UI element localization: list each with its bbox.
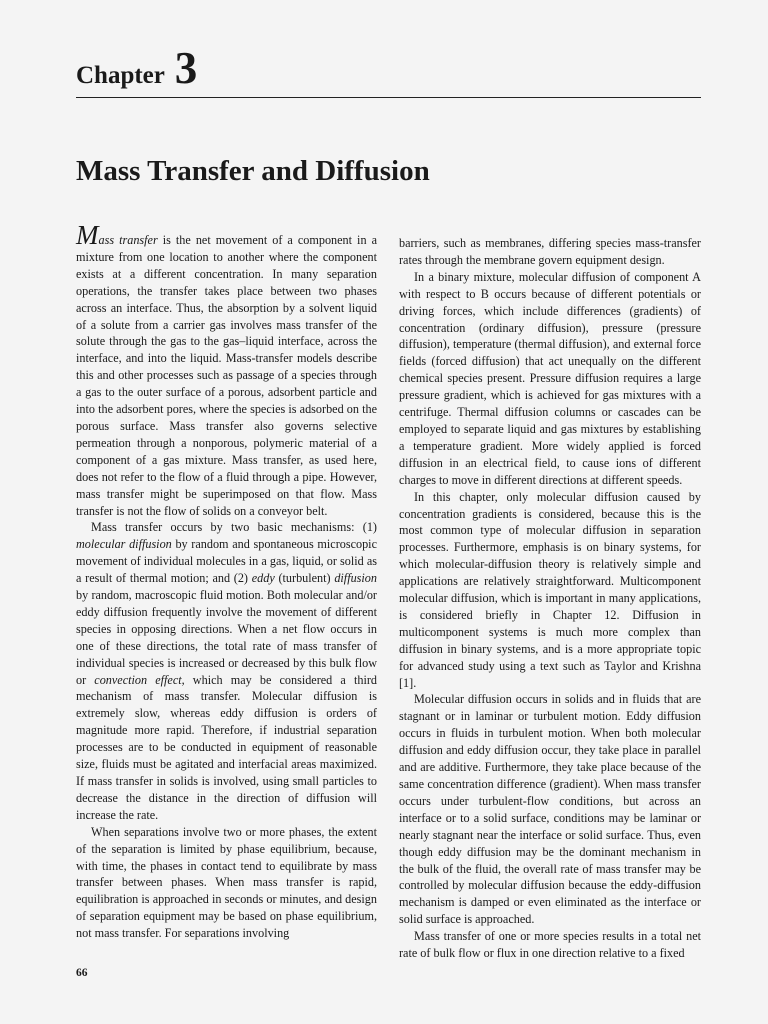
chapter-heading xyxy=(76,43,198,93)
left-column xyxy=(76,220,377,942)
chapter-number: 3 xyxy=(174,43,198,93)
defined-term: ass transfer xyxy=(98,233,158,247)
paragraph-text: which may be considered a third mechanism of mass transfer. Molecular diffusion is extremely slow, whereas eddy diffusion is orders of magnitude more rapid. Therefore, if industrial separation processes are to be conducted in equipment of reasonable size, fluids must be agitated and interfacial areas maximized. If mass transfer in solids is involved, using small particles to decrease the distance in the direction of diffusion will increase the rate. xyxy=(76,672,377,822)
paragraph: When separations involve two or more phases, the extent of the separation is limited by phase equilibrium, because, with time, the phases in contact tend to equilibrate by mass transfer between phases. When mass transfer is rapid, equilibration is approached in seconds or minutes, and design of separation equipment may be based on phase equilibrium, not mass transfer. For separations involving xyxy=(76,824,377,941)
paragraph-text: by random, macroscopic fluid motion. Both molecular and/or eddy diffusion frequently involve the movement of different species in opposing directions. When a net flow occurs in one of these directions, the total rate of mass transfer of individual species is increased or decreased by this bulk flow or xyxy=(76,588,377,687)
paragraph xyxy=(76,220,377,519)
paragraph: Molecular diffusion occurs in solids and in fluids that are stagnant or in laminar or turbulent motion. Eddy diffusion occurs in fluids in turbulent motion. When both molecular diffusion and eddy diffusion occur, they take place in parallel and are additive. Furthermore, they take place because of the same concentration difference (gradient). When mass transfer occurs under turbulent-flow conditions, but across an interface or to a solid surface, conditions may be laminar or nearly stagnant near the interface or solid surface. Thus, even though eddy diffusion may be the dominant mechanism in the bulk of the fluid, the overall rate of mass transfer may be controlled by molecular diffusion because the eddy-diffusion mechanism is damped or even eliminated as the interface or solid surface is approached. xyxy=(399,692,701,927)
paragraph: In a binary mixture, molecular diffusion of component A with respect to B occurs because of different potentials or driving forces, which include differences (gradients) of concentration (ordinary diffusion), pressure (pressure diffusion), temperature (thermal diffusion), and external force fields (forced diffusion) that act unequally on the different chemical species present. Pressure diffusion requires a large pressure gradient, which is achieved for gas mixtures with a centrifuge. Thermal diffusion columns or cascades can be employed to separate liquid and gas mixtures by establishing a temperature gradient. More widely applied is forced diffusion in an electrical field, to cause ions of different charges to move in different directions at different speeds. xyxy=(399,269,701,487)
paragraph: Mass transfer of one or more species results in a total net rate of bulk flow or flux in one direction relative to a fixed xyxy=(399,929,701,961)
italic-term: convection effect, xyxy=(94,672,185,687)
italic-term: eddy xyxy=(251,571,275,586)
chapter-title: Mass Transfer and Diffusion xyxy=(76,155,430,187)
paragraph-text: (turbulent) xyxy=(274,571,335,586)
paragraph-text: by random and spontaneous microscopic movement of individual molecules in a gas, liquid, or solid as a result of thermal motion; and (2) xyxy=(76,537,377,586)
drop-cap: M xyxy=(76,220,99,250)
heading-rule xyxy=(76,97,701,98)
paragraph: In this chapter, only molecular diffusion caused by concentration gradients is considered, because this is the most common type of molecular diffusion in separation processes. Furthermore, emphasis is on binary systems, for which molecular-diffusion theory is relatively simple and applications are relatively straightforward. Multicomponent molecular diffusion, which is important in many applications, is considered briefly in Chapter 12. Diffusion in multicomponent systems is much more complex than diffusion in binary systems, and is a more appropriate topic for advanced study using a text such as Taylor and Krishna [1]. xyxy=(399,489,701,690)
italic-term: diffusion xyxy=(334,571,377,586)
paragraph-text: Mass transfer occurs by two basic mechanisms: (1) xyxy=(91,520,377,535)
page-number: 66 xyxy=(76,967,88,979)
paragraph-text: is the net movement of a component in a mixture from one location to another where the component exists at a different concentration. In many separation operations, the transfer takes place between two phases across an interface. Thus, the absorption by a solvent liquid of a solute from a carrier gas involves mass transfer of the solute through the gas to the gas–liquid interface, across the interface, and into the liquid. Mass-transfer models describe this and other processes such as passage of a species through a gas to the outer surface of a porous, adsorbent particle and into the adsorbent pores, where the species is adsorbed on the porous surface. Mass transfer also governs selective permeation through a nonporous, polymeric material of a component of a gas mixture. Mass transfer, as used here, does not refer to the flow of a fluid through a pipe. However, mass transfer might be superimposed on that flow. Mass transfer is not the flow of solids on a conveyor belt. xyxy=(76,233,377,518)
paragraph: barriers, such as membranes, differing species mass-transfer rates through the membrane govern equipment design. xyxy=(399,236,701,267)
italic-term: molecular diffusion xyxy=(76,537,172,552)
chapter-word: Chapter xyxy=(76,62,165,89)
paragraph xyxy=(76,519,377,823)
right-column xyxy=(399,235,701,962)
